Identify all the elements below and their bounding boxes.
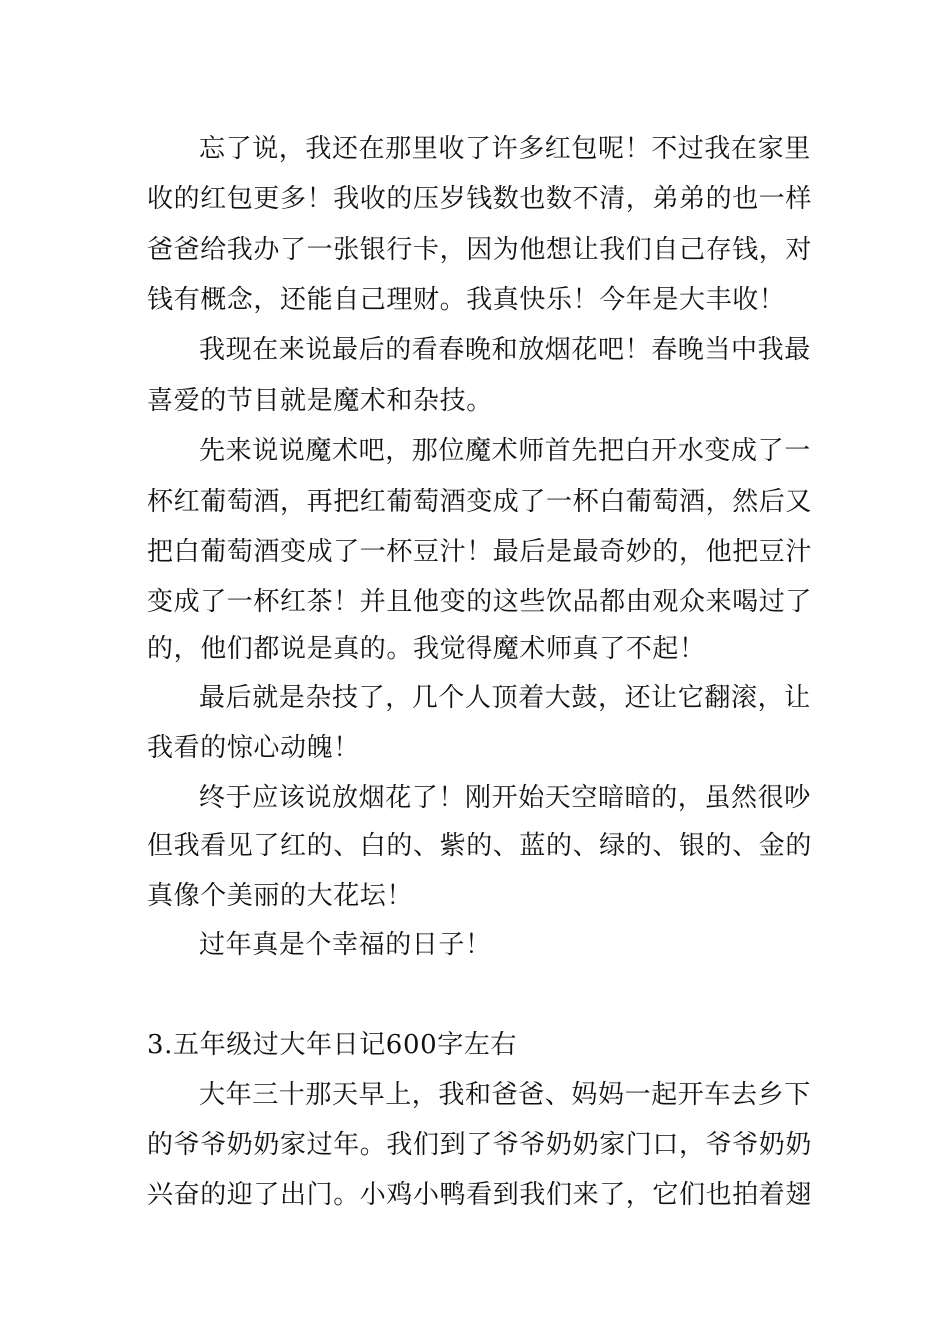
paragraph-line: 真像个美丽的大花坛！ bbox=[147, 881, 414, 911]
paragraph-line: 喜爱的节目就是魔术和杂技。 bbox=[147, 386, 493, 416]
paragraph-line: 兴奋的迎了出门。小鸡小鸭看到我们来了，它们也拍着翅 bbox=[147, 1180, 813, 1210]
paragraph-line: 大年三十那天早上，我和爸爸、妈妈一起开车去乡下 bbox=[199, 1080, 811, 1110]
paragraph-line: 终于应该说放烟花了！刚开始天空暗暗的，虽然很吵 bbox=[199, 783, 811, 813]
paragraph-line: 我现在来说最后的看春晚和放烟花吧！春晚当中我最 bbox=[199, 335, 811, 365]
paragraph-line: 把白葡萄酒变成了一杯豆汁！最后是最奇妙的，他把豆汁 bbox=[147, 537, 813, 567]
paragraph-line: 爸爸给我办了一张银行卡，因为他想让我们自己存钱，对 bbox=[147, 235, 813, 265]
paragraph-line: 忘了说，我还在那里收了许多红包呢！不过我在家里 bbox=[199, 134, 811, 164]
paragraph-line: 变成了一杯红茶！并且他变的这些饮品都由观众来喝过了 bbox=[147, 587, 813, 617]
paragraph-line: 杯红葡萄酒，再把红葡萄酒变成了一杯白葡萄酒，然后又 bbox=[147, 487, 813, 517]
paragraph-line: 但我看见了红的、白的、紫的、蓝的、绿的、银的、金的 bbox=[147, 831, 813, 861]
paragraph-line: 过年真是个幸福的日子！ bbox=[199, 930, 492, 960]
paragraph-line: 收的红包更多！我收的压岁钱数也数不清，弟弟的也一样 bbox=[147, 184, 813, 214]
section-heading: 3.五年级过大年日记600字左右 bbox=[147, 1030, 518, 1060]
paragraph-line: 先来说说魔术吧，那位魔术师首先把白开水变成了一 bbox=[199, 436, 811, 466]
paragraph-line: 我看的惊心动魄！ bbox=[147, 733, 360, 763]
paragraph-line: 的爷爷奶奶家过年。我们到了爷爷奶奶家门口，爷爷奶奶 bbox=[147, 1130, 813, 1160]
paragraph-line: 钱有概念，还能自己理财。我真快乐！今年是大丰收！ bbox=[147, 285, 786, 315]
paragraph-line: 的，他们都说是真的。我觉得魔术师真了不起！ bbox=[147, 634, 706, 664]
paragraph-line: 最后就是杂技了，几个人顶着大鼓，还让它翻滚，让 bbox=[199, 683, 811, 713]
